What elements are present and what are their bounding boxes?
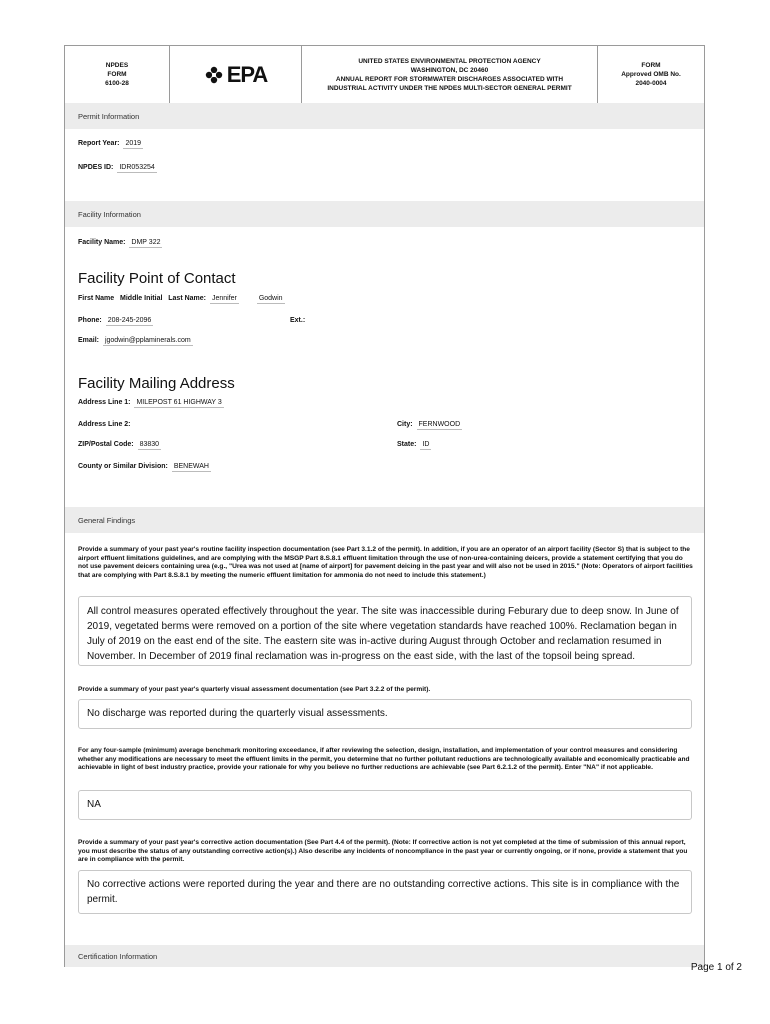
agency-line: WASHINGTON, DC 20460 bbox=[410, 66, 489, 74]
ext-field bbox=[290, 317, 305, 324]
zip-value[interactable]: 83830 bbox=[139, 441, 160, 448]
ext-label: Ext.: bbox=[290, 317, 306, 324]
visual-assessment-prompt: Provide a summary of your past year's quarterly visual assessment documentation (see Part 3.2.2 of the permit). bbox=[78, 686, 431, 693]
inspection-summary-textarea[interactable]: All control measures operated effectively throughout the year. The site was inaccessible during Feburary due to deep snow. In June of 2019, vegetated berms were removed on a portion of the site where vegetation standards have reached 100%. Reclamation began in July of 2019 on the east end of the site. The eastern site was in-active during August through October and reclamation resumed in November. In December of 2019 final reclamation was in-progress on the east side, with the last of the topsoil being spread. bbox=[78, 596, 692, 666]
epa-logo-text: EPA bbox=[226, 62, 268, 87]
report-year-field bbox=[78, 140, 143, 147]
report-year-value[interactable]: 2019 bbox=[125, 140, 142, 147]
zip-label: ZIP/Postal Code: bbox=[78, 441, 134, 448]
phone-field bbox=[78, 317, 153, 324]
page-number: Page 1 of 2 bbox=[690, 962, 742, 973]
omb-line: Approved OMB No. bbox=[621, 71, 681, 78]
contact-heading: Facility Point of Contact bbox=[78, 270, 236, 287]
agency-cell bbox=[302, 46, 598, 103]
last-name-value[interactable]: Godwin bbox=[258, 295, 283, 302]
state-value[interactable]: ID bbox=[422, 441, 430, 448]
omb-line: 2040-0004 bbox=[635, 80, 667, 87]
form-id-line: 6100-28 bbox=[105, 80, 129, 87]
form-id-cell bbox=[65, 46, 170, 103]
state-field bbox=[397, 441, 431, 448]
city-field bbox=[397, 421, 462, 428]
county-value[interactable]: BENEWAH bbox=[173, 463, 209, 470]
visual-assessment-textarea[interactable]: No discharge was reported during the quarterly visual assessments. bbox=[78, 699, 692, 729]
corrective-action-prompt: Provide a summary of your past year's corrective action documentation (See Part 4.4 of the permit). (Note: If corrective action is not yet completed at the time of submission of this annual report, you must describe the status of any outstanding corrective action(s).) Also describe any incidents of noncompliance in the past year or currently ongoing, or if none, provide a statement that you are in compliance with the permit. bbox=[78, 839, 688, 863]
email-value[interactable]: jgodwin@pplaminerals.com bbox=[104, 337, 191, 344]
email-label: Email: bbox=[78, 337, 100, 344]
omb-line: FORM bbox=[641, 62, 661, 69]
agency-line: UNITED STATES ENVIRONMENTAL PROTECTION AGENCY bbox=[358, 57, 541, 65]
address-line1-label: Address Line 1: bbox=[78, 399, 131, 406]
contact-name-row bbox=[78, 295, 285, 302]
npdes-id-label: NPDES ID: bbox=[78, 164, 114, 171]
middle-initial-label: Middle Initial bbox=[120, 295, 163, 302]
agency-line: INDUSTRIAL ACTIVITY UNDER THE NPDES MULTI-SECTOR GENERAL PERMIT bbox=[327, 84, 572, 92]
facility-name-value[interactable]: DMP 322 bbox=[131, 239, 161, 246]
benchmark-rationale-textarea[interactable]: NA bbox=[78, 790, 692, 820]
address-line1-value[interactable]: MILEPOST 61 HIGHWAY 3 bbox=[136, 399, 222, 406]
phone-label: Phone: bbox=[78, 317, 102, 324]
benchmark-prompt: For any four-sample (minimum) average benchmark monitoring exceedance, if after reviewing the selection, design, installation, and implementation of your control measures and considering whether any modifications are necessary to meet the effluent limits in the permit, you determine that no further pollutant reductions are technologically available and economically practicable and achievable in light of best industry practice, provide your rationale for why you believe no further reductions are achievable (see Part 6.2.1.2 of the permit). Enter "NA" if not applicable. bbox=[78, 747, 690, 771]
last-name-label: Last Name: bbox=[168, 295, 206, 302]
phone-value[interactable]: 208-245-2096 bbox=[107, 317, 152, 324]
address-line1-field bbox=[78, 399, 224, 406]
email-field bbox=[78, 337, 193, 344]
findings-section-bar: General Findings bbox=[65, 507, 704, 533]
form-page bbox=[64, 45, 705, 967]
zip-field bbox=[78, 441, 161, 448]
certification-section-bar: Certification Information bbox=[65, 945, 704, 967]
first-name-label: First Name bbox=[78, 295, 115, 302]
state-label: State: bbox=[397, 441, 417, 448]
corrective-action-textarea[interactable]: No corrective actions were reported during the year and there are no outstanding corrective actions. This site is in compliance with the permit. bbox=[78, 870, 692, 914]
permit-section-bar: Permit Information bbox=[65, 103, 704, 129]
address-line2-field bbox=[78, 421, 131, 428]
form-header bbox=[65, 46, 704, 104]
facility-name-label: Facility Name: bbox=[78, 239, 126, 246]
inspection-prompt: Provide a summary of your past year's routine facility inspection documentation (see Part 3.1.2 of the permit). In addition, if you are an operator of an airport facility (Sector S) that is subject to the airport effluent limitations guidelines, and are complying with the MSGP Part 8.S.8.1 effluent limitation through the use of non-urea-containing deicers, provide a statement certifying that you do not use pavement deicers containing urea (e.g., "Urea was not used at [name of airport] for pavement deicing in the past year and will also not be used in 2015." (Note: Operators of airport facilities that are complying with Part 8.S.8.1 by meeting the numeric effluent limitation for ammonia do not need to include this statement.) bbox=[78, 546, 693, 579]
agency-line: ANNUAL REPORT FOR STORMWATER DISCHARGES ASSOCIATED WITH bbox=[335, 75, 564, 83]
address-line2-label: Address Line 2: bbox=[78, 421, 131, 428]
epa-logo bbox=[204, 62, 268, 87]
facility-name-field bbox=[78, 239, 162, 246]
first-name-value[interactable]: Jennifer bbox=[211, 295, 237, 302]
form-id-line: FORM bbox=[107, 71, 127, 78]
epa-flower-icon bbox=[204, 65, 224, 85]
omb-cell bbox=[598, 46, 704, 103]
logo-cell bbox=[170, 46, 302, 103]
npdes-id-value[interactable]: IDR053254 bbox=[119, 164, 155, 171]
npdes-id-field bbox=[78, 164, 157, 171]
city-value[interactable]: FERNWOOD bbox=[418, 421, 461, 428]
form-id-line: NPDES bbox=[105, 62, 129, 69]
city-label: City: bbox=[397, 421, 413, 428]
county-label: County or Similar Division: bbox=[78, 463, 168, 470]
facility-section-bar: Facility Information bbox=[65, 201, 704, 227]
mailing-heading: Facility Mailing Address bbox=[78, 375, 235, 392]
county-field bbox=[78, 463, 211, 470]
report-year-label: Report Year: bbox=[78, 140, 120, 147]
